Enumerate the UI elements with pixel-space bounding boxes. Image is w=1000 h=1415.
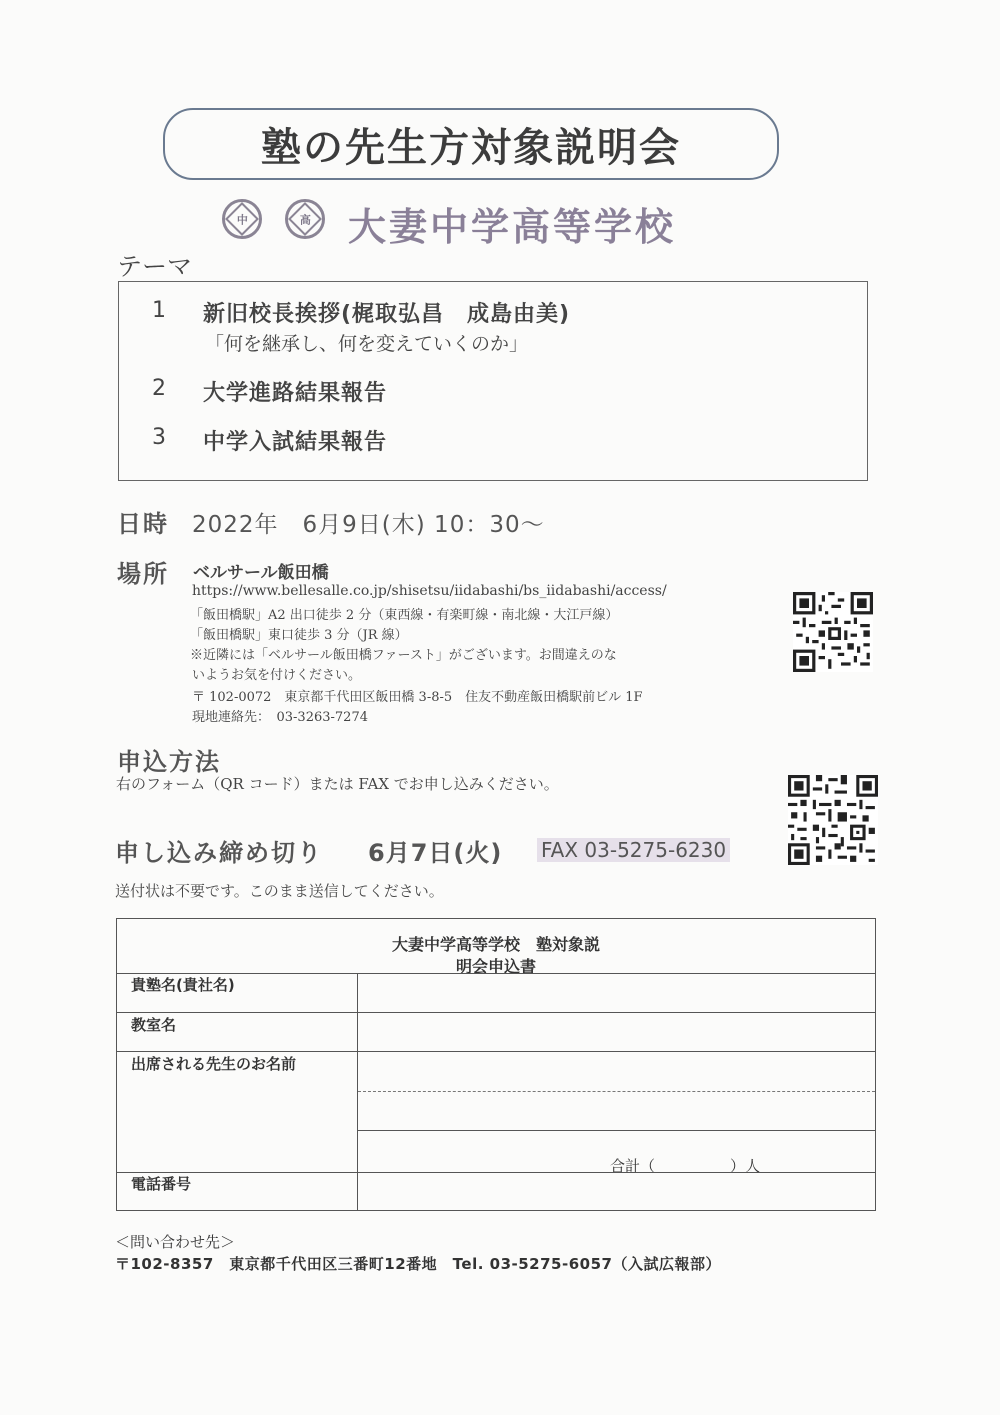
total-count-field[interactable] xyxy=(662,1153,762,1173)
place-contact: 現地連絡先： 03-3263-7274 xyxy=(192,710,368,725)
row-label-room: 教室名 xyxy=(131,1016,177,1034)
apply-label: 申込方法 xyxy=(117,748,221,776)
theme-box xyxy=(118,281,868,481)
theme-item-1-num: 1 xyxy=(152,298,166,323)
place-address: 〒 102-0072 東京都千代田区飯田橋 3-8-5 住友不動産飯田橋駅前ビル 1F xyxy=(192,690,643,705)
form-title-line1: 大妻中学高等学校 塾対象説 xyxy=(391,935,600,954)
room-name-field[interactable] xyxy=(358,1013,875,1051)
theme-item-1-sub: 「何を継承し、何を変えていくのか」 xyxy=(205,333,529,355)
teacher-name-field-1[interactable] xyxy=(358,1052,875,1090)
theme-item-2-text: 大学進路結果報告 xyxy=(203,381,388,406)
contact-line: 〒102-8357 東京都千代田区三番町12番地 Tel. 03-5275-6057（入試広報部） xyxy=(115,1255,721,1273)
place-access-2: 「飯田橋駅」東口徒歩 3 分（JR 線） xyxy=(190,628,408,643)
place-note-1: ※近隣には「ベルサール飯田橋ファースト」がございます。お間違えのな xyxy=(190,648,617,663)
theme-item-3-text: 中学入試結果報告 xyxy=(203,430,388,455)
place-note-2: いようお気を付けください。 xyxy=(192,668,362,683)
theme-item-3-num: 3 xyxy=(152,425,166,450)
teacher-name-field-2[interactable] xyxy=(358,1092,875,1130)
deadline-note: 送付状は不要です。このまま送信してください。 xyxy=(115,882,444,900)
theme-item-2-num: 2 xyxy=(152,376,166,401)
row-label-school: 貴塾名(貴社名) xyxy=(131,976,235,994)
total-count-label: 合計（ ）人 xyxy=(610,1157,761,1175)
apply-text: 右のフォーム（QR コード）または FAX でお申し込みください。 xyxy=(116,775,559,793)
row-label-phone: 電話番号 xyxy=(131,1175,192,1193)
place-access-1: 「飯田橋駅」A2 出口徒歩 2 分（東西線・有楽町線・南北線・大江戸線） xyxy=(190,608,619,623)
page-title: 塾の先生方対象説明会 xyxy=(261,124,681,171)
title-box xyxy=(163,108,779,180)
form-qr-code[interactable] xyxy=(788,775,878,865)
place-name: ベルサール飯田橋 xyxy=(193,563,329,583)
place-url: https://www.bellesalle.co.jp/shisetsu/iidabashi/bs_iidabashi/access/ xyxy=(192,583,667,599)
school-emblem-left xyxy=(222,199,262,239)
phone-field[interactable] xyxy=(358,1173,875,1210)
place-label: 場所 xyxy=(117,560,169,588)
deadline-date: 6月7日(火) xyxy=(368,839,503,867)
application-form-table xyxy=(116,918,876,1211)
divider xyxy=(358,1130,875,1131)
theme-heading: テーマ xyxy=(117,252,193,281)
venue-qr-code[interactable] xyxy=(793,592,873,672)
school-name: 大妻中学高等学校 xyxy=(348,205,677,249)
theme-item-1-text: 新旧校長挨拶(梶取弘昌 成島由美) xyxy=(203,302,571,327)
contact-heading: ＜問い合わせ先＞ xyxy=(115,1233,236,1251)
school-name-field[interactable] xyxy=(358,974,875,1012)
emblem-right-char: 高 xyxy=(299,213,311,226)
row-label-teachers: 出席される先生のお名前 xyxy=(131,1055,297,1073)
school-emblem-right xyxy=(285,199,325,239)
datetime-value: 2022年 6月9日(木) 10：30〜 xyxy=(192,512,545,538)
fax-number: FAX 03-5275-6230 xyxy=(537,838,730,862)
form-title-line2: 明会申込書 xyxy=(455,957,536,976)
emblem-left-char: 中 xyxy=(236,213,248,226)
deadline-label: 申し込み締め切り xyxy=(115,839,323,867)
datetime-label: 日時 xyxy=(117,510,169,538)
